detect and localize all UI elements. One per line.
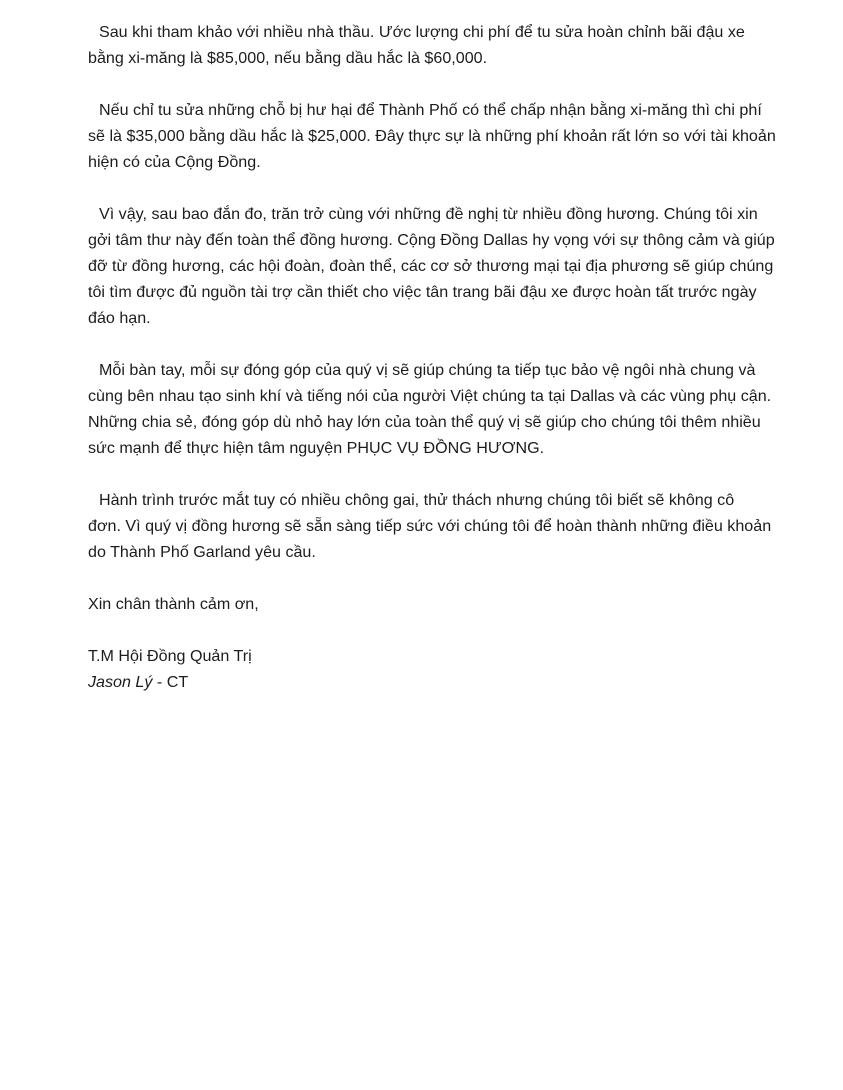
signer-name: Jason Lý: [88, 673, 153, 691]
text-line: tôi tìm được đủ nguồn tài trợ cần thiết cho việc tân trang bãi đậu xe được hoàn tất trước ngày: [88, 283, 757, 301]
text-line: do Thành Phố Garland yêu cầu.: [88, 543, 316, 561]
text-line: Những chia sẻ, đóng góp dù nhỏ hay lớn của toàn thể quý vị sẽ giúp cho chúng tôi thêm nhiều: [88, 413, 761, 431]
letter-body: [88, 19, 776, 695]
paragraph-journey: [88, 487, 772, 565]
text-line: gởi tâm thư này đến toàn thể đồng hương. Cộng Đồng Dallas hy vọng với sự thông cảm và giúp: [88, 231, 775, 249]
paragraph-appeal: [88, 201, 775, 331]
paragraph-cost-estimate: [88, 19, 768, 71]
text-line: Sau khi tham khảo với nhiều nhà thầu. Ước lượng chi phí để tu sửa hoàn chỉnh bãi đậu xe: [99, 23, 745, 41]
text-line: Nếu chỉ tu sửa những chỗ bị hư hại để Thành Phố có thể chấp nhận bằng xi-măng thì chi phí: [99, 101, 762, 119]
text-line: đáo hạn.: [88, 309, 151, 327]
signer-title: - CT: [152, 673, 189, 691]
paragraph-contribution: [88, 357, 772, 461]
signature-block: [88, 643, 768, 695]
text-line: cùng bên nhau tạo sinh khí và tiếng nói của người Việt chúng ta tại Dallas và các vùng phụ cận.: [88, 387, 772, 405]
text-line: Vì vậy, sau bao đắn đo, trăn trở cùng với những đề nghị từ nhiều đồng hương. Chúng tôi xin: [99, 205, 758, 223]
text-line: bằng xi-măng là $85,000, nếu bằng dầu hắc là $60,000.: [88, 49, 488, 67]
text-line: đơn. Vì quý vị đồng hương sẽ sẵn sàng tiếp sức với chúng tôi để hoàn thành những điều khoản: [88, 517, 772, 535]
signature-on-behalf: T.M Hội Đồng Quản Trị: [88, 647, 252, 665]
text-line: sẽ là $35,000 bằng dầu hắc là $25,000. Đây thực sự là những phí khoản rất lớn so với tài khoản: [88, 127, 776, 145]
signature-line: [88, 669, 768, 695]
text-line: sức mạnh để thực hiện tâm nguyện PHỤC VỤ ĐỒNG HƯƠNG.: [88, 439, 545, 457]
text-line: Mỗi bàn tay, mỗi sự đóng góp của quý vị sẽ giúp chúng ta tiếp tục bảo vệ ngôi nhà chung và: [99, 361, 756, 379]
closing-line: Xin chân thành cảm ơn,: [88, 595, 259, 613]
paragraph-partial-repair: [88, 97, 776, 175]
text-line: hiện có của Cộng Đồng.: [88, 153, 261, 171]
text-line: Hành trình trước mắt tuy có nhiều chông gai, thử thách nhưng chúng tôi biết sẽ không cô: [99, 491, 735, 509]
text-line: đỡ từ đồng hương, các hội đoàn, đoàn thể, các cơ sở thương mại tại địa phương sẽ giúp chúng: [88, 257, 774, 275]
